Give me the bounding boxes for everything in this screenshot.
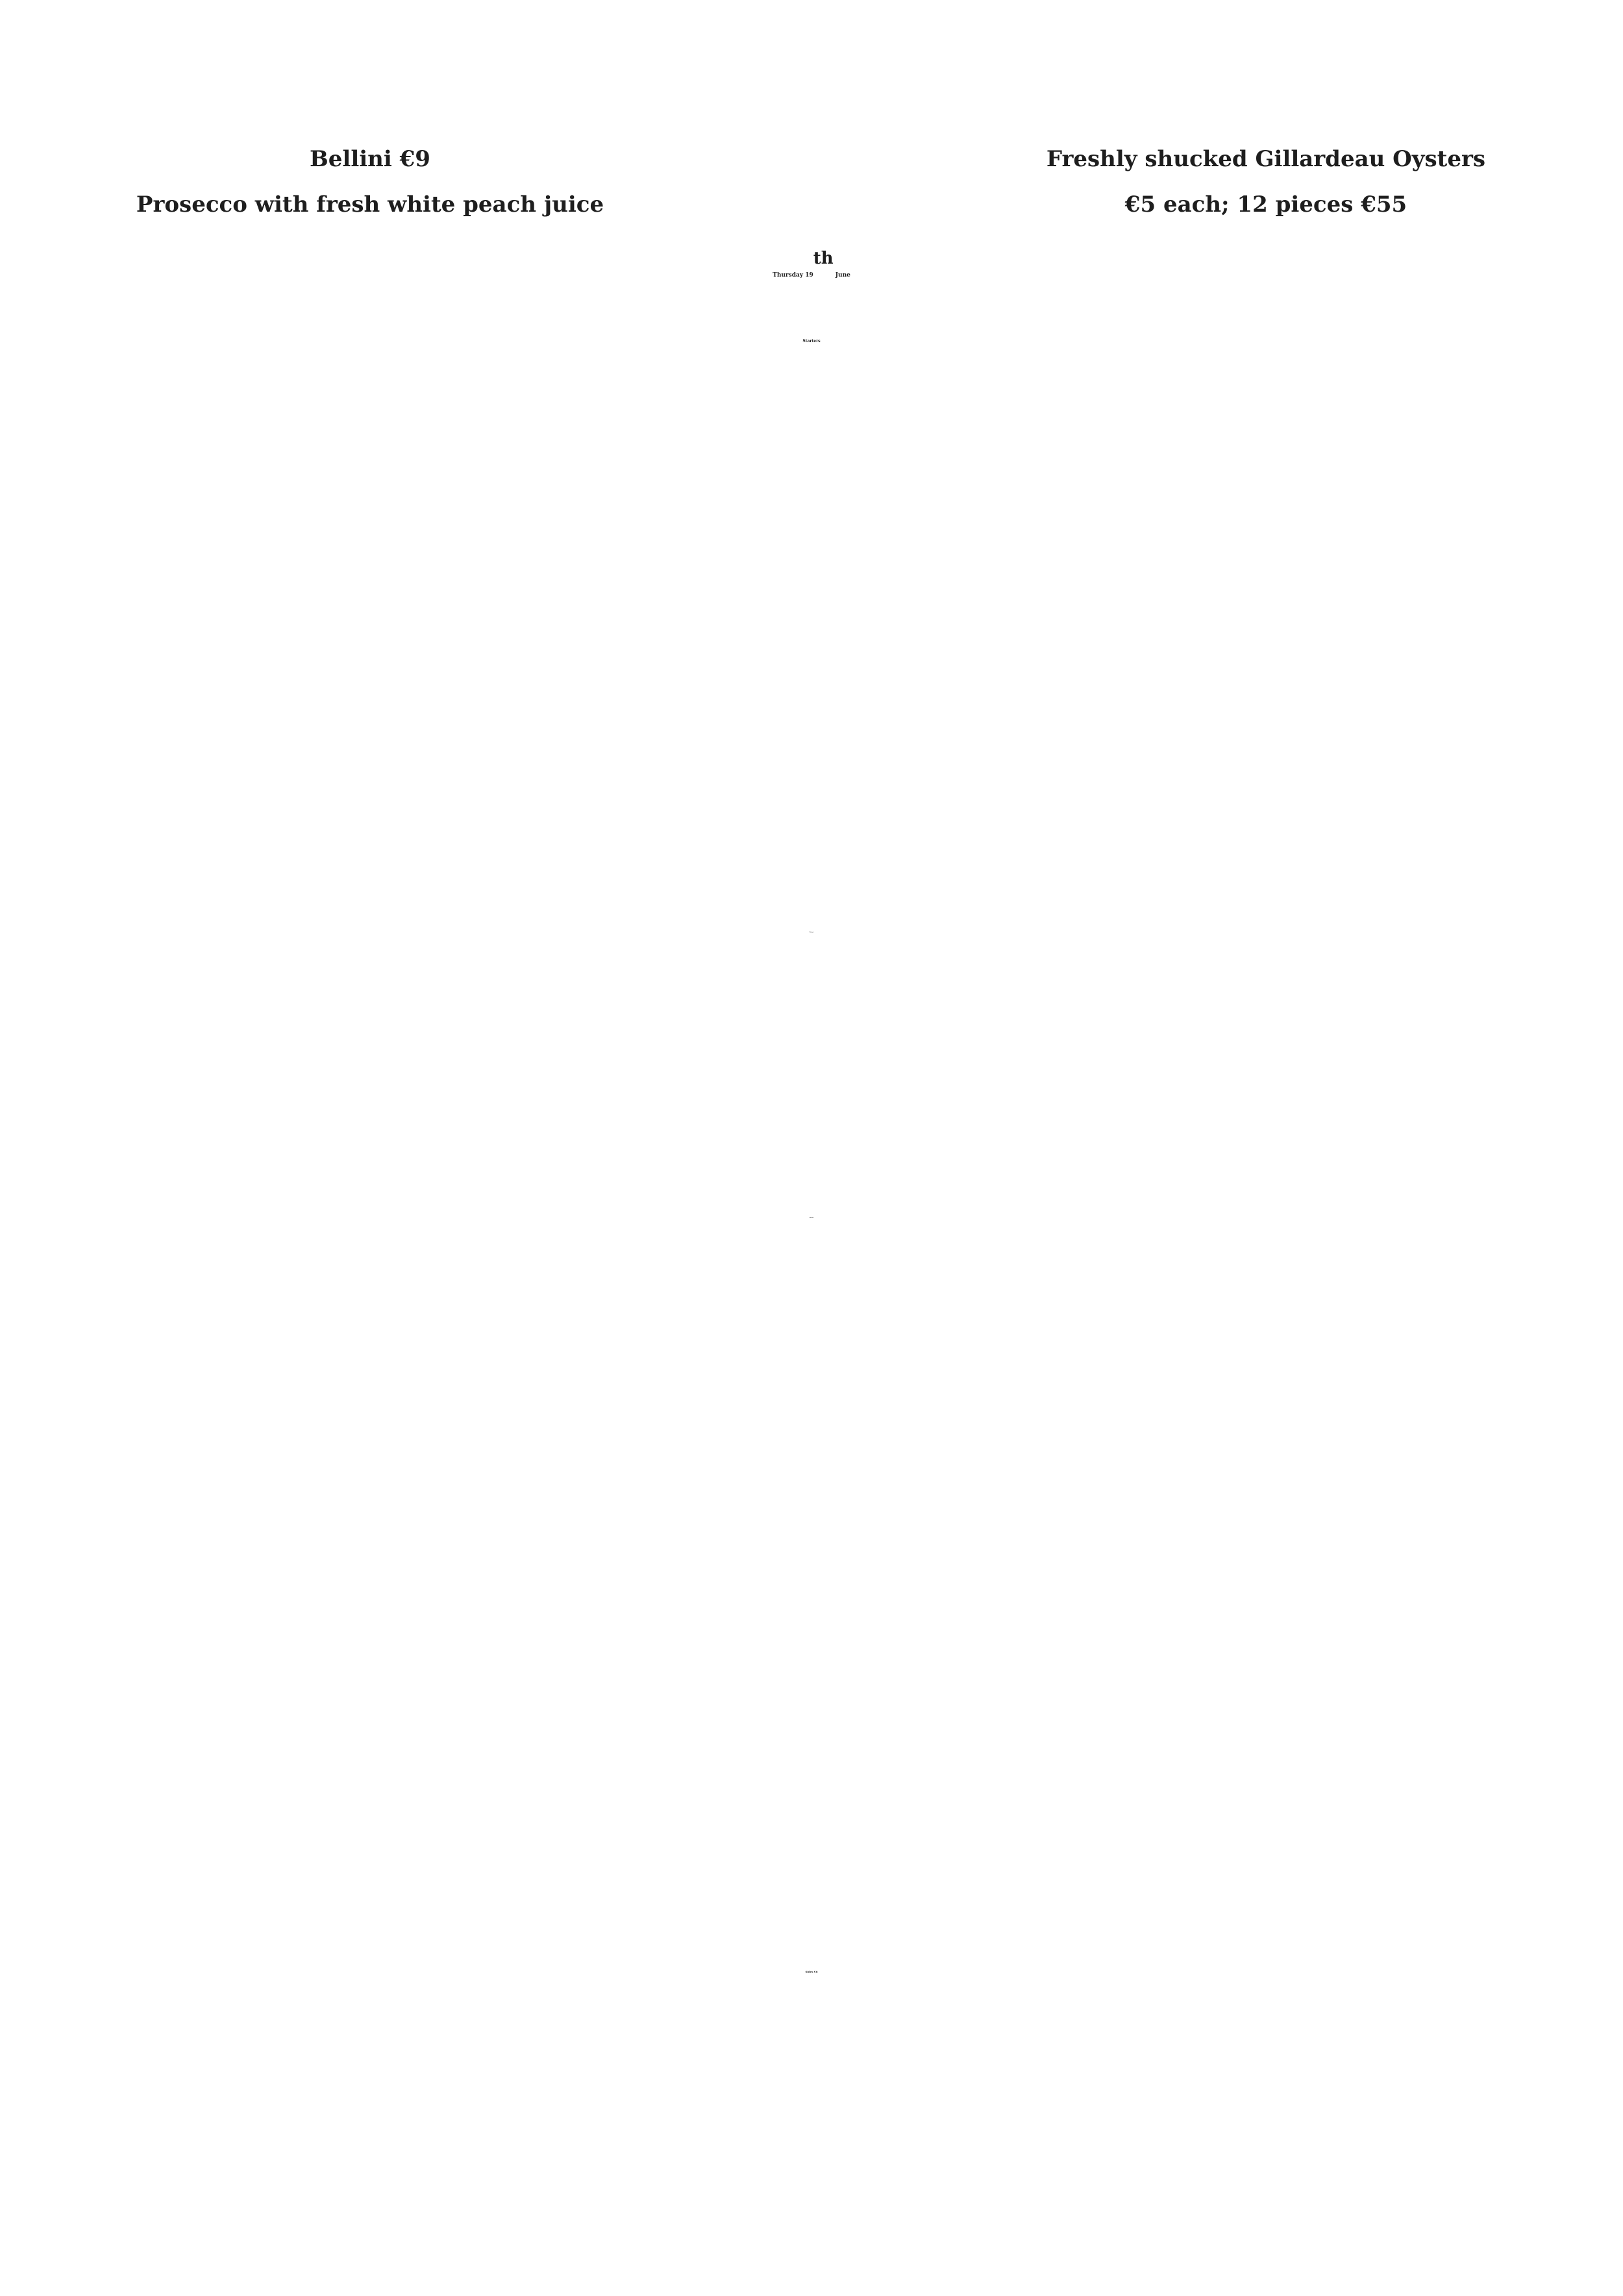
mains-heading: Mains — [809, 1217, 814, 1219]
starter-item — [0, 534, 1623, 568]
oysters-name: Freshly shucked Gillardeau Oysters — [1046, 146, 1486, 172]
starter-item — [0, 583, 1623, 617]
fish-item — [0, 1439, 1623, 1473]
meat-item — [0, 1679, 1623, 1713]
bellini-description: Prosecco with fresh white peach juice — [136, 192, 604, 218]
fish-item — [0, 1319, 1623, 1353]
starter-item — [0, 731, 1623, 765]
starter-item — [0, 682, 1623, 716]
date-day: Thursday 19 — [773, 272, 813, 279]
primi-heading: Primi — [809, 932, 814, 933]
starters-heading: Starters — [802, 339, 821, 343]
bellini-special — [117, 136, 623, 227]
oysters-price: €5 each; 12 pieces €55 — [1124, 192, 1407, 218]
primi-item — [0, 1083, 1623, 1117]
meat-footnote — [0, 1858, 1623, 1892]
starter-item — [0, 435, 1623, 469]
meat-item — [0, 1739, 1623, 1773]
sides-heading: Sides €6 — [805, 1970, 818, 1973]
sides-line — [0, 2025, 1623, 2056]
fish-seafood-heading — [0, 1260, 1623, 1293]
sides-line — [0, 2066, 1623, 2097]
fish-item — [0, 1499, 1623, 1532]
starter-item — [0, 484, 1623, 518]
primi-item — [0, 1034, 1623, 1067]
meat-item — [0, 1799, 1623, 1832]
primi-item — [0, 984, 1623, 1018]
starter-item — [0, 632, 1623, 666]
menu-date — [0, 249, 1623, 296]
date-month: June — [835, 272, 850, 279]
starter-item — [0, 780, 1623, 814]
date-suffix: th — [813, 249, 834, 268]
starter-item — [0, 386, 1623, 419]
meat-game-heading — [0, 1560, 1623, 1593]
fish-item — [0, 1379, 1623, 1413]
bellini-name: Bellini €9 — [310, 146, 430, 172]
starter-item — [0, 830, 1623, 864]
oysters-special — [1013, 136, 1519, 227]
primi-item — [0, 1132, 1623, 1166]
meat-item — [0, 1619, 1623, 1653]
